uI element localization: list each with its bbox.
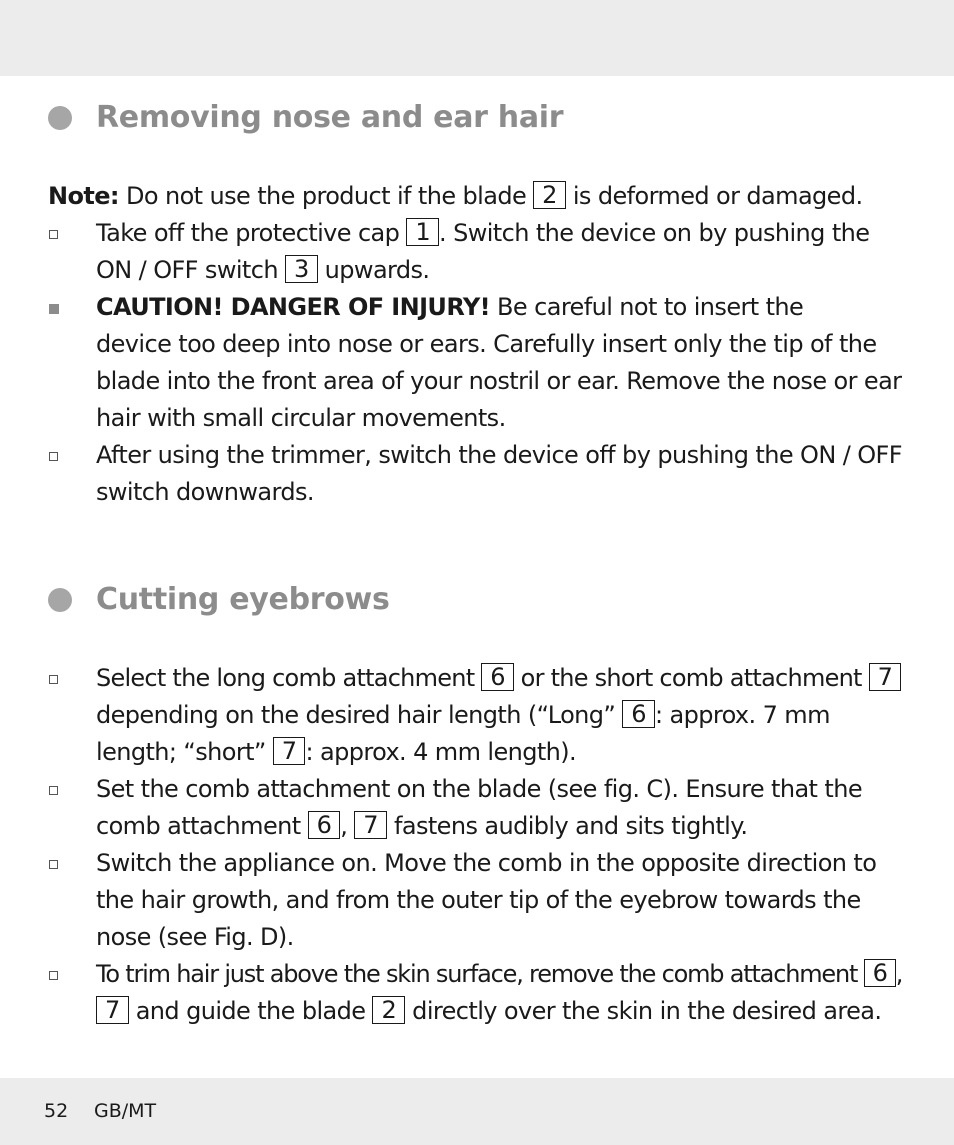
- section-body-nose-ear: [0, 178, 954, 511]
- locale-code: GB/MT: [94, 1100, 157, 1122]
- ref-long-comb: 6: [481, 663, 514, 691]
- list-item-continuation: length; “short” 7 : approx. 4 mm length).: [96, 737, 577, 766]
- bullet-dot-icon: [48, 588, 72, 612]
- ref-short-comb: 7: [354, 811, 387, 839]
- list-item-continuation: comb attachment 6 , 7 fastens audibly and sits tightly.: [96, 811, 748, 840]
- list-item: Take off the protective cap 1 . Switch the device on by pushing the: [0, 215, 954, 252]
- step-checkbox-icon: [49, 971, 58, 980]
- note-label: Note:: [48, 182, 119, 210]
- page-number: 52: [44, 1100, 69, 1122]
- ref-blade: 2: [533, 181, 566, 209]
- ref-long-comb: 6: [622, 700, 655, 728]
- step-checkbox-icon: [49, 675, 58, 684]
- ref-protective-cap: 1: [406, 218, 439, 246]
- section-heading-nose-ear: [48, 100, 563, 135]
- ref-short-comb: 7: [869, 663, 902, 691]
- note-line: Note: Do not use the product if the blade 2 is deformed or damaged.: [48, 181, 863, 210]
- list-item-continuation: the hair growth, and from the outer tip of the eyebrow towards the: [96, 886, 861, 914]
- section-body-eyebrows: [0, 660, 954, 1030]
- list-item-continuation: ON / OFF switch 3 upwards.: [96, 255, 430, 284]
- caution-label: CAUTION! DANGER OF INJURY!: [96, 293, 491, 321]
- warning-square-icon: [49, 304, 59, 314]
- list-item: Select the long comb attachment 6 or the short comb attachment 7: [0, 660, 954, 697]
- section-title: Cutting eyebrows: [96, 582, 390, 617]
- list-item: Set the comb attachment on the blade (see fig. C). Ensure that the: [0, 771, 954, 808]
- list-item-continuation: 7 and guide the blade 2 directly over the skin in the desired area.: [0, 993, 954, 1030]
- list-item-continuation: hair with small circular movements.: [96, 404, 506, 432]
- caution-item: CAUTION! DANGER OF INJURY! Be careful not to insert the: [0, 289, 954, 326]
- step-checkbox-icon: [49, 786, 58, 795]
- ref-blade: 2: [372, 996, 405, 1024]
- step-checkbox-icon: [49, 230, 58, 239]
- ref-switch: 3: [285, 255, 318, 283]
- ref-long-comb: 6: [864, 959, 896, 987]
- step-checkbox-icon: [49, 452, 58, 461]
- list-item-continuation: depending on the desired hair length (“Long” 6 : approx. 7 mm: [96, 700, 830, 729]
- section-heading-eyebrows: [48, 582, 390, 617]
- ref-short-comb: 7: [273, 737, 306, 765]
- list-item-continuation: nose (see Fig. D).: [96, 923, 294, 951]
- list-item-continuation: switch downwards.: [96, 478, 314, 506]
- ref-long-comb: 6: [308, 811, 341, 839]
- list-item: After using the trimmer, switch the device off by pushing the ON / OFF: [0, 437, 954, 474]
- bullet-dot-icon: [48, 106, 72, 130]
- list-item-continuation: blade into the front area of your nostril or ear. Remove the nose or ear: [96, 367, 902, 395]
- list-item: Switch the appliance on. Move the comb in the opposite direction to: [0, 845, 954, 882]
- ref-short-comb: 7: [96, 996, 129, 1024]
- section-title: Removing nose and ear hair: [96, 100, 564, 135]
- step-checkbox-icon: [49, 860, 58, 869]
- header-band: [0, 0, 954, 76]
- list-item: To trim hair just above the skin surface, remove the comb attachment 6 ,: [0, 956, 954, 993]
- list-item-continuation: device too deep into nose or ears. Carefully insert only the tip of the: [96, 330, 877, 358]
